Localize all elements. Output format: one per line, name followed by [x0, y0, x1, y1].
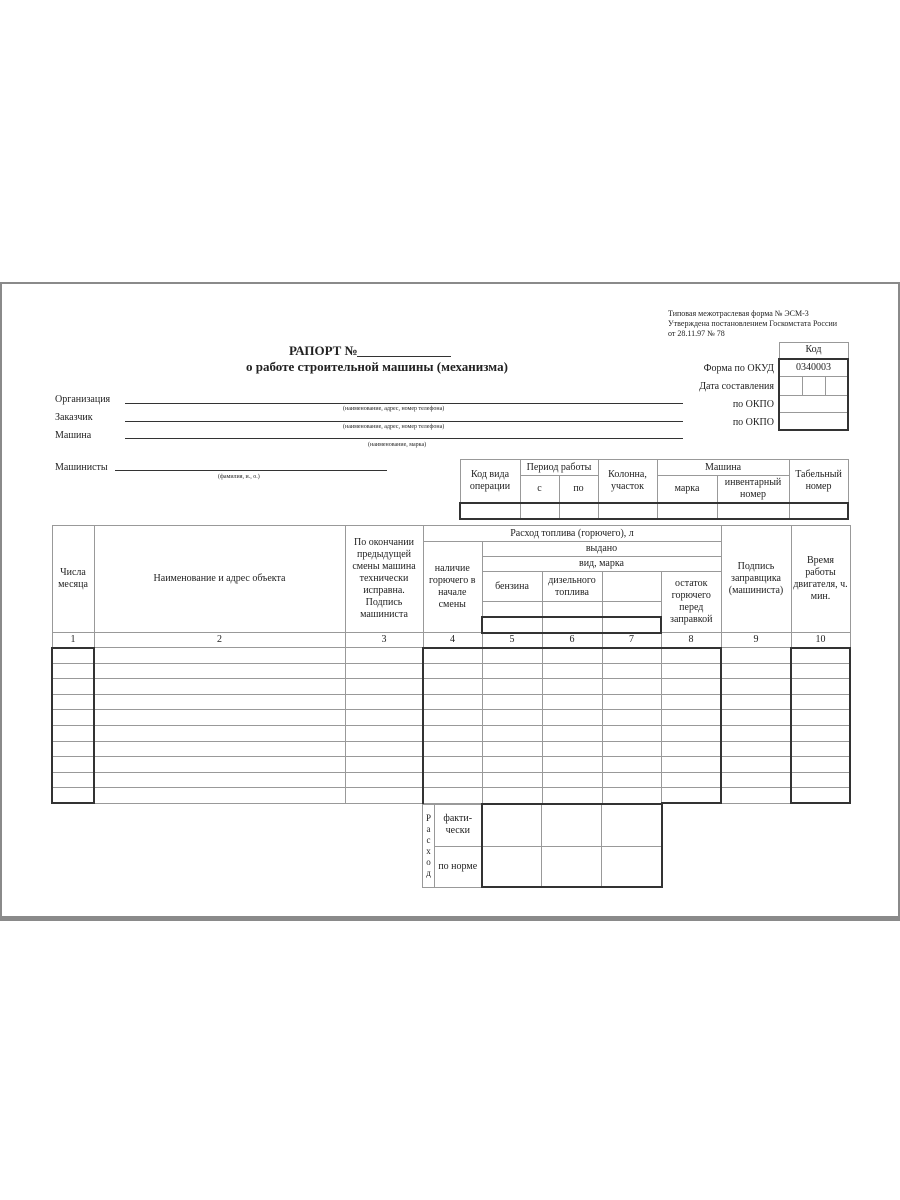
from-cell[interactable]	[520, 503, 559, 519]
operators-hint: (фамилия, и., о.)	[218, 474, 260, 480]
table-cell[interactable]	[661, 663, 721, 679]
okud-value[interactable]: 0340003	[779, 359, 848, 377]
table-row	[52, 741, 850, 757]
col9-header: Подпись заправщика (машиниста)	[721, 526, 791, 633]
table-cell[interactable]	[482, 741, 542, 757]
table-cell[interactable]	[423, 772, 482, 788]
approval-line: Типовая межотраслевая форма № ЭСМ-3	[668, 309, 809, 318]
column-number: 8	[661, 633, 721, 648]
table-cell[interactable]	[423, 710, 482, 726]
table-row	[52, 663, 850, 679]
actual-cell[interactable]	[602, 804, 662, 846]
table-cell[interactable]	[482, 648, 542, 664]
table-cell[interactable]	[791, 772, 850, 788]
table-cell[interactable]	[791, 725, 850, 741]
table-cell[interactable]	[94, 679, 345, 695]
col3-header: По окончании предыдущей смены машина технически исправна. Подпись машиниста	[345, 526, 423, 633]
table-cell[interactable]	[721, 741, 791, 757]
col7-header[interactable]	[602, 572, 661, 602]
table-cell[interactable]	[482, 757, 542, 773]
table-cell[interactable]	[482, 710, 542, 726]
column-number: 4	[423, 633, 482, 648]
actual-cell[interactable]	[482, 804, 542, 846]
table-row	[52, 679, 850, 695]
inventory-cell[interactable]	[717, 503, 789, 519]
customer-field[interactable]	[125, 421, 683, 422]
brand-cell[interactable]	[657, 503, 717, 519]
tab-no-cell[interactable]	[789, 503, 848, 519]
table-cell[interactable]	[94, 741, 345, 757]
operators-field[interactable]	[115, 470, 387, 471]
table-cell[interactable]	[661, 694, 721, 710]
col8-header: остаток горючего перед заправкой	[661, 572, 721, 633]
date-month[interactable]	[802, 377, 825, 396]
table-cell[interactable]	[721, 710, 791, 726]
table-cell[interactable]	[482, 694, 542, 710]
table-cell[interactable]	[94, 663, 345, 679]
table-cell[interactable]	[52, 648, 94, 664]
table-cell[interactable]	[52, 788, 94, 804]
table-cell[interactable]	[423, 694, 482, 710]
fuel-code-cell[interactable]	[542, 617, 602, 633]
table-cell[interactable]	[94, 788, 345, 804]
period-header: Период работы	[520, 460, 598, 476]
table-cell[interactable]	[791, 679, 850, 695]
col2-header: Наименование и адрес объекта	[94, 526, 345, 633]
form-approval	[668, 309, 837, 339]
machine-header: Машина	[657, 460, 789, 476]
table-cell[interactable]	[721, 663, 791, 679]
col4-header: наличие горючего в начале смены	[423, 542, 482, 633]
op-code-cell[interactable]	[460, 503, 520, 519]
consumption-label: Р а с х о д	[423, 804, 435, 887]
table-cell[interactable]	[602, 725, 661, 741]
table-cell[interactable]	[602, 772, 661, 788]
table-cell[interactable]	[542, 663, 602, 679]
table-cell[interactable]	[542, 710, 602, 726]
table-cell[interactable]	[52, 710, 94, 726]
codes-table	[778, 342, 849, 431]
table-cell[interactable]	[482, 663, 542, 679]
customer-label: Заказчик	[55, 412, 93, 423]
brand-header: марка	[657, 476, 717, 503]
operation-row	[460, 503, 848, 519]
table-cell[interactable]	[602, 694, 661, 710]
customer-hint: (наименование, адрес, номер телефона)	[343, 424, 445, 430]
column-header: Колонна, участок	[598, 460, 657, 503]
norm-cell[interactable]	[542, 846, 602, 887]
table-cell[interactable]	[423, 788, 482, 804]
report-title: РАПОРТ №	[289, 343, 358, 358]
table-cell[interactable]	[423, 725, 482, 741]
table-cell[interactable]	[94, 648, 345, 664]
table-cell[interactable]	[345, 772, 423, 788]
table-cell[interactable]	[94, 757, 345, 773]
table-cell[interactable]	[602, 663, 661, 679]
table-cell[interactable]	[345, 741, 423, 757]
norm-cell[interactable]	[602, 846, 662, 887]
approval-line: от 28.11.97 № 78	[668, 329, 725, 338]
org-field[interactable]	[125, 403, 683, 404]
inventory-header: инвентарный номер	[717, 476, 789, 503]
table-cell[interactable]	[661, 741, 721, 757]
column-number: 2	[94, 633, 345, 648]
table-cell[interactable]	[94, 725, 345, 741]
table-cell[interactable]	[423, 741, 482, 757]
table-cell[interactable]	[602, 710, 661, 726]
table-cell[interactable]	[661, 772, 721, 788]
table-cell[interactable]	[94, 710, 345, 726]
table-cell[interactable]	[423, 679, 482, 695]
table-cell[interactable]	[345, 710, 423, 726]
table-cell[interactable]	[52, 725, 94, 741]
table-cell[interactable]	[602, 788, 661, 804]
actual-label: факти- чески	[435, 804, 482, 846]
table-cell[interactable]	[791, 710, 850, 726]
table-cell[interactable]	[791, 694, 850, 710]
table-row	[52, 725, 850, 741]
table-cell[interactable]	[721, 788, 791, 804]
table-cell[interactable]	[52, 741, 94, 757]
table-cell[interactable]	[661, 757, 721, 773]
table-cell[interactable]	[661, 679, 721, 695]
table-cell[interactable]	[661, 710, 721, 726]
table-cell[interactable]	[791, 663, 850, 679]
table-cell[interactable]	[721, 772, 791, 788]
norm-label: по норме	[435, 846, 482, 887]
table-cell[interactable]	[542, 648, 602, 664]
table-cell[interactable]	[791, 648, 850, 664]
table-cell[interactable]	[791, 741, 850, 757]
column-number: 7	[602, 633, 661, 648]
column-number: 5	[482, 633, 542, 648]
table-cell[interactable]	[791, 788, 850, 804]
table-cell[interactable]	[345, 679, 423, 695]
issued-header: выдано	[482, 542, 721, 557]
table-cell[interactable]	[602, 648, 661, 664]
okpo1-value[interactable]	[779, 396, 848, 413]
column-number: 9	[721, 633, 791, 648]
table-cell[interactable]	[52, 694, 94, 710]
table-cell[interactable]	[345, 663, 423, 679]
table-cell[interactable]	[542, 725, 602, 741]
table-cell[interactable]	[661, 725, 721, 741]
table-cell[interactable]	[423, 648, 482, 664]
fuel-code-cell[interactable]	[482, 617, 542, 633]
table-cell[interactable]	[52, 757, 94, 773]
col1-header: Числа месяца	[52, 526, 94, 633]
table-cell[interactable]	[423, 663, 482, 679]
table-cell[interactable]	[542, 694, 602, 710]
table-cell[interactable]	[345, 694, 423, 710]
norm-cell[interactable]	[482, 846, 542, 887]
table-cell[interactable]	[721, 679, 791, 695]
machine-label: Машина	[55, 430, 92, 441]
op-code-header: Код вида операции	[460, 460, 520, 503]
actual-cell[interactable]	[542, 804, 602, 846]
table-cell[interactable]	[542, 788, 602, 804]
column-number: 3	[345, 633, 423, 648]
operators-label: Машинисты	[55, 462, 108, 473]
table-cell[interactable]	[482, 725, 542, 741]
table-cell[interactable]	[791, 757, 850, 773]
date-day[interactable]	[779, 377, 802, 396]
consumption-table	[422, 803, 663, 888]
table-cell[interactable]	[542, 757, 602, 773]
table-cell[interactable]	[542, 741, 602, 757]
table-cell[interactable]	[482, 679, 542, 695]
table-cell[interactable]	[52, 663, 94, 679]
approval-line: Утверждена постановлением Госкомстата России	[668, 319, 838, 328]
table-row	[52, 694, 850, 710]
column-number: 1	[52, 633, 94, 648]
report-subtitle: о работе строительной машины (механизма)	[246, 359, 508, 374]
table-cell[interactable]	[661, 648, 721, 664]
table-cell[interactable]	[52, 772, 94, 788]
table-cell[interactable]	[602, 757, 661, 773]
date-label: Дата составления	[699, 381, 774, 392]
to-cell[interactable]	[559, 503, 598, 519]
table-row	[52, 788, 850, 804]
org-label: Организация	[55, 394, 111, 405]
table-cell[interactable]	[345, 788, 423, 804]
okpo2-label: по ОКПО	[732, 417, 774, 428]
code-header: Код	[779, 343, 848, 359]
column-cell[interactable]	[598, 503, 657, 519]
table-cell[interactable]	[602, 741, 661, 757]
fuel-brand-cell[interactable]	[482, 602, 542, 617]
table-cell[interactable]	[52, 679, 94, 695]
table-cell[interactable]	[721, 725, 791, 741]
table-cell[interactable]	[542, 679, 602, 695]
table-cell[interactable]	[94, 772, 345, 788]
org-hint: (наименование, адрес, номер телефона)	[343, 406, 445, 412]
table-cell[interactable]	[94, 694, 345, 710]
column-number: 10	[791, 633, 850, 648]
fuel-header: Расход топлива (горючего), л	[423, 526, 721, 542]
table-cell[interactable]	[721, 694, 791, 710]
fuel-brand-cell[interactable]	[542, 602, 602, 617]
table-cell[interactable]	[345, 725, 423, 741]
table-row	[52, 757, 850, 773]
okud-label: Форма по ОКУД	[703, 363, 774, 374]
tab-no-header: Табельный номер	[789, 460, 848, 503]
table-cell[interactable]	[423, 757, 482, 773]
to-header: по	[559, 476, 598, 503]
operation-table	[459, 459, 849, 520]
table-row	[52, 772, 850, 788]
from-header: с	[520, 476, 559, 503]
report-number-field[interactable]	[357, 356, 451, 357]
table-row	[52, 648, 850, 664]
table-cell[interactable]	[482, 772, 542, 788]
okpo2-value[interactable]	[779, 413, 848, 430]
col5-header: бензина	[482, 572, 542, 602]
table-cell[interactable]	[602, 679, 661, 695]
table-cell[interactable]	[345, 648, 423, 664]
kind-header: вид, марка	[482, 557, 721, 572]
col6-header: дизельного топлива	[542, 572, 602, 602]
table-row	[52, 710, 850, 726]
fuel-brand-cell[interactable]	[602, 602, 661, 617]
col10-header: Время работы двигателя, ч. мин.	[791, 526, 850, 633]
okpo1-label: по ОКПО	[732, 399, 774, 410]
machine-field[interactable]	[125, 438, 683, 439]
fuel-code-cell[interactable]	[602, 617, 661, 633]
machine-hint: (наименование, марка)	[368, 442, 427, 448]
table-cell[interactable]	[721, 648, 791, 664]
table-cell[interactable]	[721, 757, 791, 773]
table-cell[interactable]	[542, 772, 602, 788]
table-cell[interactable]	[345, 757, 423, 773]
column-number: 6	[542, 633, 602, 648]
date-year[interactable]	[825, 377, 848, 396]
main-table	[51, 525, 851, 804]
table-cell[interactable]	[661, 788, 721, 804]
table-cell[interactable]	[482, 788, 542, 804]
